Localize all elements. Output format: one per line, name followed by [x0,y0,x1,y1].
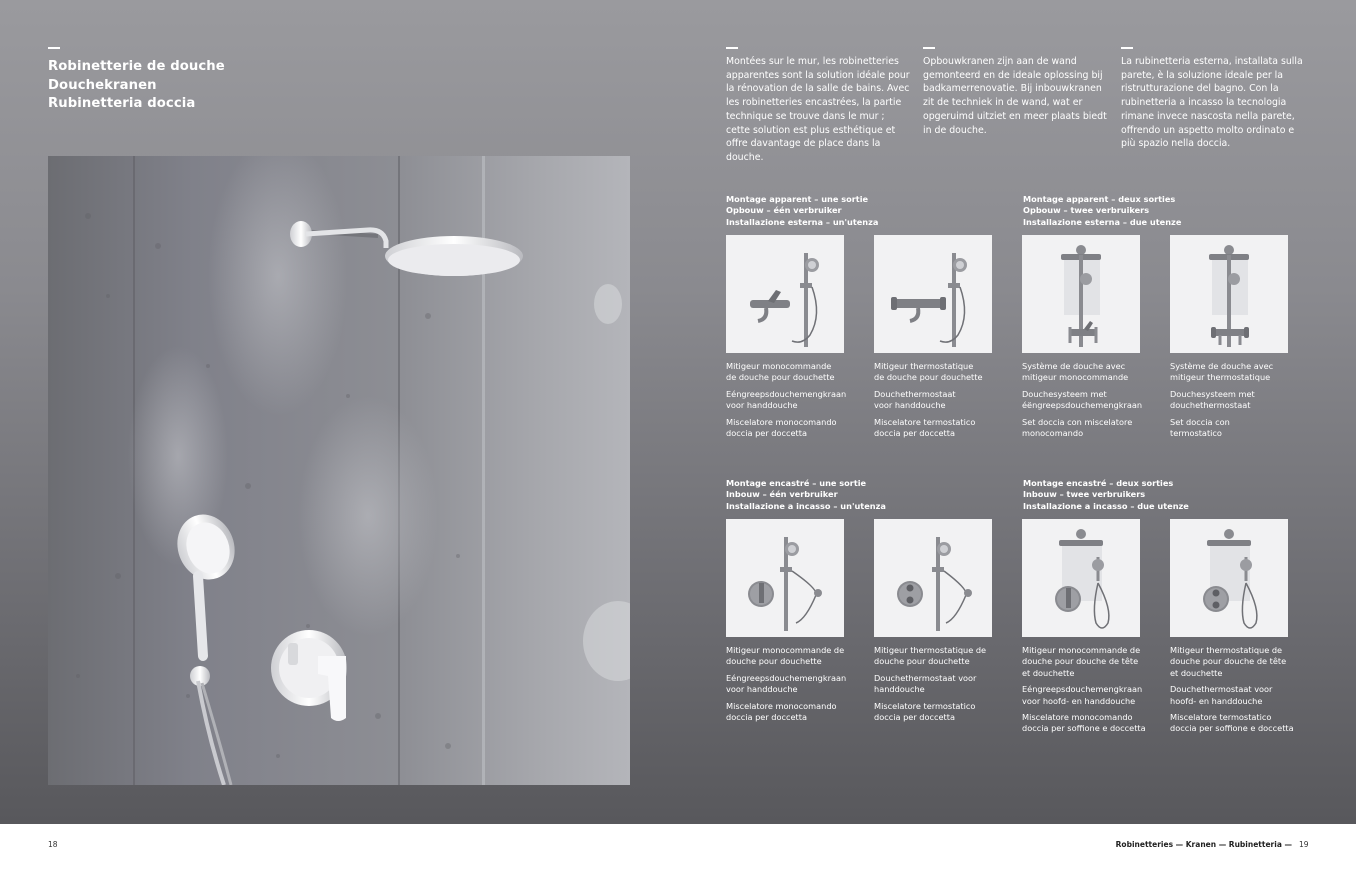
caption-line: handdouche [874,684,925,695]
caption-it [1170,417,1310,440]
group-heading-line: Installazione esterna – un'utenza [726,216,879,227]
product-caption [874,361,1014,444]
group-heading-line: Installazione a incasso – un'utenza [726,500,886,511]
intro-fr: Montées sur le mur, les robinetteries apparentes sont la solution idéale pour la rénovation de la salle de bains. Avec les robinetteries encastrées, la partie technique se trouve dans le mur ; cette solution est plus esthétique et offre davantage de place dans la douche. [726,56,910,163]
caption-line: et douchette [1170,667,1223,678]
shower-photo [48,156,630,785]
product-caption [1170,361,1310,444]
group-heading-line: Montage apparent – une sortie [726,194,869,204]
caption-nl [1170,684,1310,707]
caption-line: voor handdouche [874,400,946,411]
caption-it [726,701,866,724]
caption-line: éëngreepsdouchemengkraan [1022,400,1143,411]
caption-line: doccia per doccetta [874,712,955,723]
caption-line: douchethermostaat [1170,400,1251,411]
caption-line: Eéngreepsdouchemengkraan [1022,684,1143,695]
caption-line: Miscelatore termostatico [874,416,976,427]
title-it: Rubinetteria doccia [48,96,196,111]
caption-nl [874,389,1014,412]
caption-nl [726,389,866,412]
caption-line: Douchesysteem met [1022,388,1107,399]
caption-line: Miscelatore monocomando [726,416,837,427]
product-caption [726,645,866,728]
caption-line: douche pour douchette [874,656,970,667]
product-caption [1022,361,1162,444]
caption-line: douche pour douchette [726,656,822,667]
caption-fr [1022,645,1162,679]
group-heading-line: Montage encastré – deux sorties [1023,478,1174,488]
product-caption [874,645,1014,728]
caption-it [874,701,1014,724]
caption-it [1022,417,1162,440]
caption-line: termostatico [1170,428,1222,439]
caption-it [1170,712,1310,735]
caption-line: doccia per doccetta [726,428,807,439]
caption-line: Mitigeur monocommande de [1022,645,1141,655]
caption-line: Miscelatore termostatico [1170,712,1272,723]
caption-nl [874,673,1014,696]
caption-line: Douchesysteem met [1170,388,1255,399]
caption-line: doccia per doccetta [874,428,955,439]
group-heading-line: Installazione a incasso – due utenze [1023,500,1189,511]
intro-dash-nl [923,47,935,49]
group-heading-exposed-single [726,194,878,228]
product-caption [1022,645,1162,740]
caption-line: voor hoofd- en handdouche [1022,695,1136,706]
page-title [48,58,225,114]
caption-line: Système de douche avec [1022,361,1126,371]
group-heading-concealed-single [726,478,886,512]
concealed-thermostatic-icon [874,519,992,637]
caption-line: doccia per soffione e doccetta [1022,723,1146,734]
page-number-left: 18 [48,840,58,849]
group-heading-line: Inbouw – één verbruiker [726,489,838,500]
exposed-thermostatic-shower-icon [874,235,992,353]
caption-fr [874,361,1014,384]
exposed-single-lever-shower-icon [726,235,844,353]
caption-line: doccia per doccetta [726,712,807,723]
shower-system-thermostatic-icon [1170,235,1288,353]
caption-line: douche pour douche de tête [1170,656,1287,667]
caption-nl [726,673,866,696]
caption-nl [1022,389,1162,412]
group-heading-line: Opbouw – twee verbruikers [1023,205,1150,216]
product-caption [726,361,866,444]
caption-line: Set doccia con [1170,416,1230,427]
caption-nl [1022,684,1162,707]
caption-line: Miscelatore monocomando [726,700,837,711]
title-nl: Douchekranen [48,77,157,93]
caption-line: Miscelatore termostatico [874,700,976,711]
caption-it [874,417,1014,440]
title-fr: Robinetterie de douche [48,59,225,74]
caption-line: de douche pour douchette [874,372,983,383]
caption-line: Douchethermostaat voor [874,672,977,683]
group-heading-line: Installazione esterna – due utenze [1023,216,1182,227]
group-heading-concealed-double [1023,478,1189,512]
caption-line: Mitigeur monocommande de [726,645,845,655]
caption-line: mitigeur thermostatique [1170,372,1271,383]
running-footer: Robinetteries — Kranen — Rubinetteria — [1115,840,1292,849]
caption-fr [1170,361,1310,384]
intro-nl: Opbouwkranen zijn aan de wand gemonteerd en de ideale oplossing bij badkamerrenovatie. Bij inbouwkranen zit de techniek in de wand, wat er opgeruimd uitziet en meer plaats biedt in de douche. [923,56,1107,136]
caption-line: Eéngreepsdouchemengkraan [726,672,847,683]
caption-line: mitigeur monocommande [1022,372,1129,383]
group-heading-line: Montage encastré – une sortie [726,478,867,488]
caption-nl [1170,389,1310,412]
group-heading-line: Opbouw – één verbruiker [726,205,842,216]
shower-illustration [48,156,630,785]
shower-system-single-lever-icon [1022,235,1140,353]
caption-fr [726,361,866,384]
caption-fr [874,645,1014,668]
caption-fr [1022,361,1162,384]
caption-line: de douche pour douchette [726,372,835,383]
caption-line: monocomando [1022,428,1084,439]
caption-it [726,417,866,440]
caption-line: et douchette [1022,667,1075,678]
concealed-thermostatic-overhead-icon [1170,519,1288,637]
caption-line: hoofd- en handdouche [1170,695,1263,706]
intro-dash-fr [726,47,738,49]
group-heading-exposed-double [1023,194,1181,228]
intro-dash-it [1121,47,1133,49]
caption-line: Mitigeur thermostatique [874,361,974,371]
intro-it: La rubinetteria esterna, installata sulla parete, è la soluzione ideale per la ristrutturazione del bagno. Con la rubinetteria a incasso la tecnologia rimane invece nascosta nella parete, offrendo un aspetto molto ordinato e più spazio nella doccia. [1121,56,1303,150]
caption-line: douche pour douche de tête [1022,656,1139,667]
product-caption [1170,645,1310,740]
concealed-single-lever-icon [726,519,844,637]
caption-line: voor handdouche [726,684,798,695]
caption-line: Mitigeur thermostatique de [874,645,987,655]
caption-line: Mitigeur thermostatique de [1170,645,1283,655]
caption-line: Mitigeur monocommande [726,361,832,371]
caption-line: Système de douche avec [1170,361,1274,371]
caption-it [1022,712,1162,735]
concealed-single-lever-overhead-icon [1022,519,1140,637]
caption-line: Set doccia con miscelatore [1022,416,1133,427]
caption-line: doccia per soffione e doccetta [1170,723,1294,734]
caption-fr [1170,645,1310,679]
page-number-right: 19 [1299,840,1309,849]
title-dash [48,47,60,49]
group-heading-line: Inbouw – twee verbruikers [1023,489,1146,500]
caption-fr [726,645,866,668]
caption-line: Douchethermostaat [874,388,956,399]
caption-line: Miscelatore monocomando [1022,712,1133,723]
group-heading-line: Montage apparent – deux sorties [1023,194,1176,204]
caption-line: voor handdouche [726,400,798,411]
caption-line: Douchethermostaat voor [1170,684,1273,695]
caption-line: Eéngreepsdouchemengkraan [726,388,847,399]
